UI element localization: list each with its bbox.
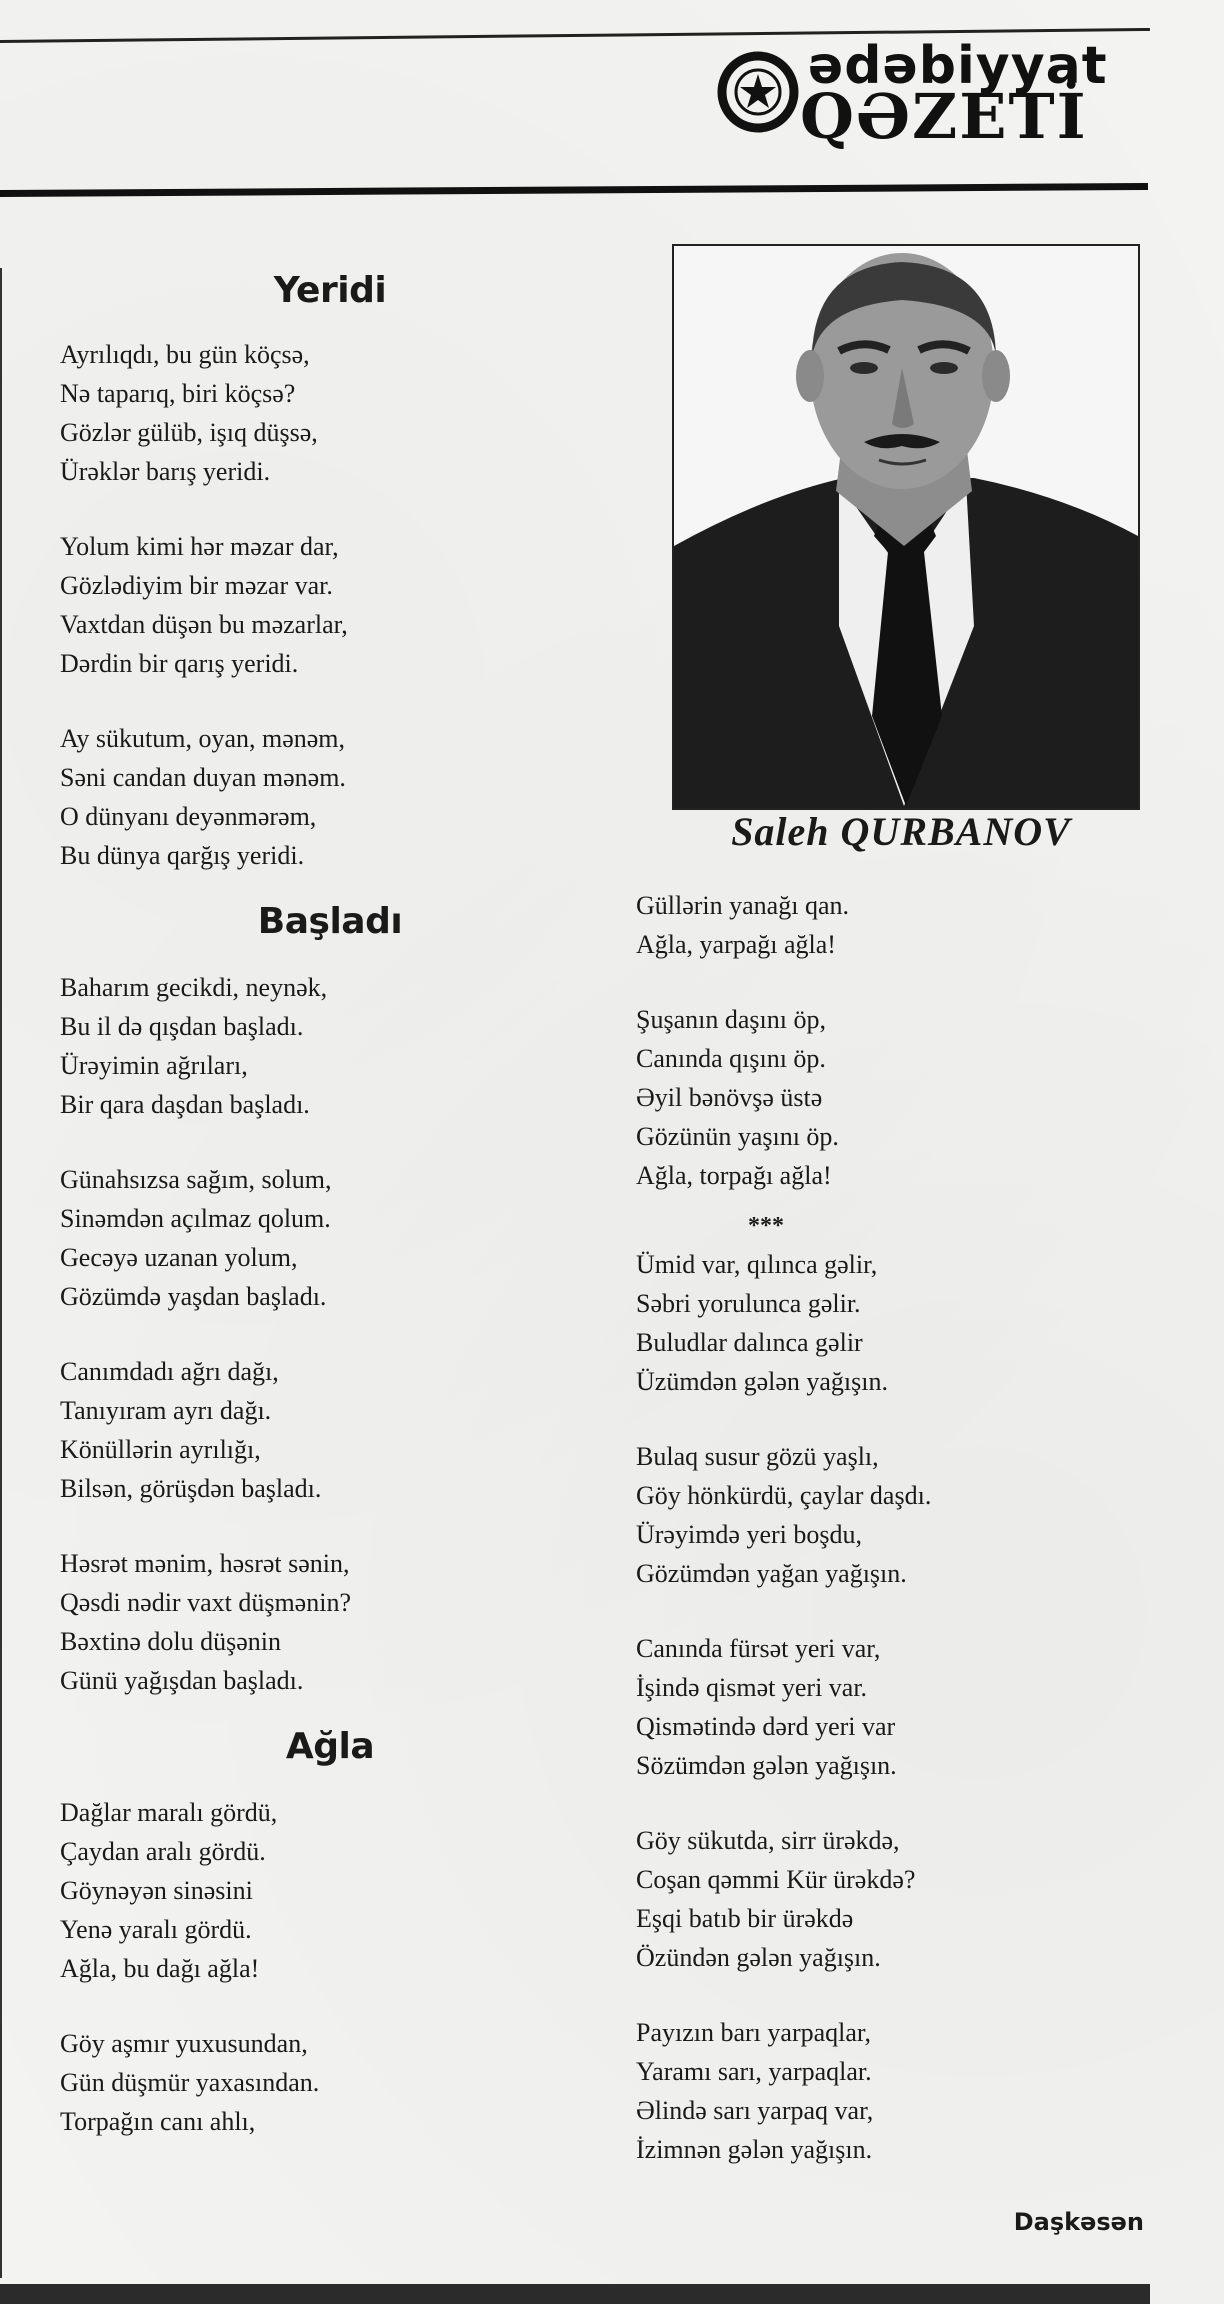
stanza xyxy=(60,1793,600,1988)
verse-line: Yenə yaralı gördü. xyxy=(60,1915,252,1944)
verse-line: İşində qismət yeri var. xyxy=(636,1673,868,1702)
poem-title: Başladı xyxy=(257,901,403,942)
verse-line: Bəxtinə dolu düşənin xyxy=(60,1627,281,1656)
stanza xyxy=(636,2013,1156,2169)
verse-line: Vaxtdan düşən bu məzarlar, xyxy=(60,610,348,639)
star-emblem-icon xyxy=(716,50,800,134)
verse-line: Həsrət mənim, həsrət sənin, xyxy=(60,1549,350,1578)
stanza xyxy=(60,2024,600,2141)
verse-line: İzimnən gələn yağışın. xyxy=(636,2135,873,2164)
verse-line: Ümid var, qılınca gəlir, xyxy=(636,1250,878,1279)
portrait-illustration xyxy=(674,246,1138,808)
author-portrait-photo xyxy=(672,244,1140,810)
stanza xyxy=(636,1629,1156,1785)
verse-line: Qismətində dərd yeri var xyxy=(636,1712,896,1741)
header-rule-thick xyxy=(0,183,1148,197)
poem-title: Ağla xyxy=(285,1726,375,1767)
poem-title: Yeridi xyxy=(273,270,387,311)
verse-line: Eşqi batıb bir ürəkdə xyxy=(636,1904,854,1933)
verse-line: Özündən gələn yağışın. xyxy=(636,1943,881,1972)
verse-line: Şuşanın daşını öp, xyxy=(636,1005,826,1034)
verse-line: Sözümdən gələn yağışın. xyxy=(636,1751,897,1780)
verse-line: Gün düşmür yaxasından. xyxy=(60,2068,320,2097)
verse-line: Əyil bənövşə üstə xyxy=(636,1083,823,1112)
verse-line: Günahsızsa sağım, solum, xyxy=(60,1165,332,1194)
verse-line: Yaramı sarı, yarpaqlar. xyxy=(636,2057,872,2086)
verse-line: Ürəklər barış yeridi. xyxy=(60,457,271,486)
verse-line: Bilsən, görüşdən başladı. xyxy=(60,1474,322,1503)
location-signature: Daşkəsən xyxy=(1013,2208,1144,2236)
section-separator: *** xyxy=(748,1213,784,1239)
verse-line: Əlində sarı yarpaq var, xyxy=(636,2096,874,2125)
verse-line: O dünyanı deyənmərəm, xyxy=(60,802,317,831)
verse-line: Göynəyən sinəsini xyxy=(60,1876,253,1905)
left-column xyxy=(60,268,600,2141)
verse-line: Bir qara daşdan başladı. xyxy=(60,1090,310,1119)
right-column xyxy=(636,886,1156,2169)
verse-line: Günü yağışdan başladı. xyxy=(60,1666,304,1695)
verse-line: Səni candan duyan mənəm. xyxy=(60,763,346,792)
stanza xyxy=(636,1245,1156,1401)
verse-line: Baharım gecikdi, neynək, xyxy=(60,973,328,1002)
verse-line: Göy hönkürdü, çaylar daşdı. xyxy=(636,1481,932,1510)
verse-line: Göy sükutda, sirr ürəkdə, xyxy=(636,1826,900,1855)
verse-line: Üzümdən gələn yağışın. xyxy=(636,1367,888,1396)
verse-line: Göy aşmır yuxusundan, xyxy=(60,2029,308,2058)
verse-line: Gözlər gülüb, işıq düşsə, xyxy=(60,418,318,447)
verse-line: Yolum kimi hər məzar dar, xyxy=(60,532,339,561)
masthead-title-top: ədəbiyyat xyxy=(808,36,1108,96)
verse-line: Tanıyıram ayrı dağı. xyxy=(60,1396,272,1425)
stanza xyxy=(60,1352,600,1508)
masthead-title-bottom: QƏZETİ xyxy=(800,80,1088,153)
stanza xyxy=(60,335,600,491)
verse-line: Ürəyimin ağrıları, xyxy=(60,1051,248,1080)
verse-line: Dağlar maralı gördü, xyxy=(60,1798,278,1827)
verse-line: Dərdin bir qarış yeridi. xyxy=(60,649,299,678)
stanza xyxy=(60,527,600,683)
stanza xyxy=(60,968,600,1124)
stanza xyxy=(60,1160,600,1316)
verse-line: Nə taparıq, biri köçsə? xyxy=(60,379,296,408)
verse-line: Torpağın canı ahlı, xyxy=(60,2107,256,2136)
verse-line: Gecəyə uzanan yolum, xyxy=(60,1243,298,1272)
footer-bar xyxy=(0,2284,1150,2304)
verse-line: Gözünün yaşını öp. xyxy=(636,1122,839,1151)
stanza xyxy=(636,886,1156,964)
verse-line: Bulaq susur gözü yaşlı, xyxy=(636,1442,879,1471)
stanza xyxy=(60,1544,600,1700)
verse-line: Səbri yorulunca gəlir. xyxy=(636,1289,861,1318)
stanza xyxy=(60,719,600,875)
verse-line: Gözümdən yağan yağışın. xyxy=(636,1559,907,1588)
verse-line: Gözümdə yaşdan başladı. xyxy=(60,1282,327,1311)
verse-line: Bu il də qışdan başladı. xyxy=(60,1012,304,1041)
verse-line: Coşan qəmmi Kür ürəkdə? xyxy=(636,1865,916,1894)
verse-line: Payızın barı yarpaqlar, xyxy=(636,2018,872,2047)
verse-line: Qəsdi nədir vaxt düşmənin? xyxy=(60,1588,351,1617)
verse-line: Ürəyimdə yeri boşdu, xyxy=(636,1520,863,1549)
verse-line: Sinəmdən açılmaz qolum. xyxy=(60,1204,331,1233)
column-border xyxy=(0,268,2,2278)
verse-line: Ay sükutum, oyan, mənəm, xyxy=(60,724,346,753)
verse-line: Canımdadı ağrı dağı, xyxy=(60,1357,279,1386)
verse-line: Bu dünya qarğış yeridi. xyxy=(60,841,305,870)
verse-line: Canında fürsət yeri var, xyxy=(636,1634,881,1663)
verse-line: Ağla, bu dağı ağla! xyxy=(60,1954,260,1983)
stanza xyxy=(636,1821,1156,1977)
verse-line: Ayrılıqdı, bu gün köçsə, xyxy=(60,340,310,369)
stanza xyxy=(636,1437,1156,1593)
verse-line: Çaydan aralı gördü. xyxy=(60,1837,266,1866)
verse-line: Güllərin yanağı qan. xyxy=(636,891,849,920)
verse-line: Buludlar dalınca gəlir xyxy=(636,1328,863,1357)
verse-line: Ağla, torpağı ağla! xyxy=(636,1161,832,1190)
verse-line: Canında qışını öp. xyxy=(636,1044,826,1073)
stanza xyxy=(636,1000,1156,1195)
author-name: Saleh QURBANOV xyxy=(731,809,1071,854)
masthead xyxy=(716,28,1108,153)
verse-line: Könüllərin ayrılığı, xyxy=(60,1435,261,1464)
verse-line: Ağla, yarpağı ağla! xyxy=(636,930,836,959)
verse-line: Gözlədiyim bir məzar var. xyxy=(60,571,333,600)
